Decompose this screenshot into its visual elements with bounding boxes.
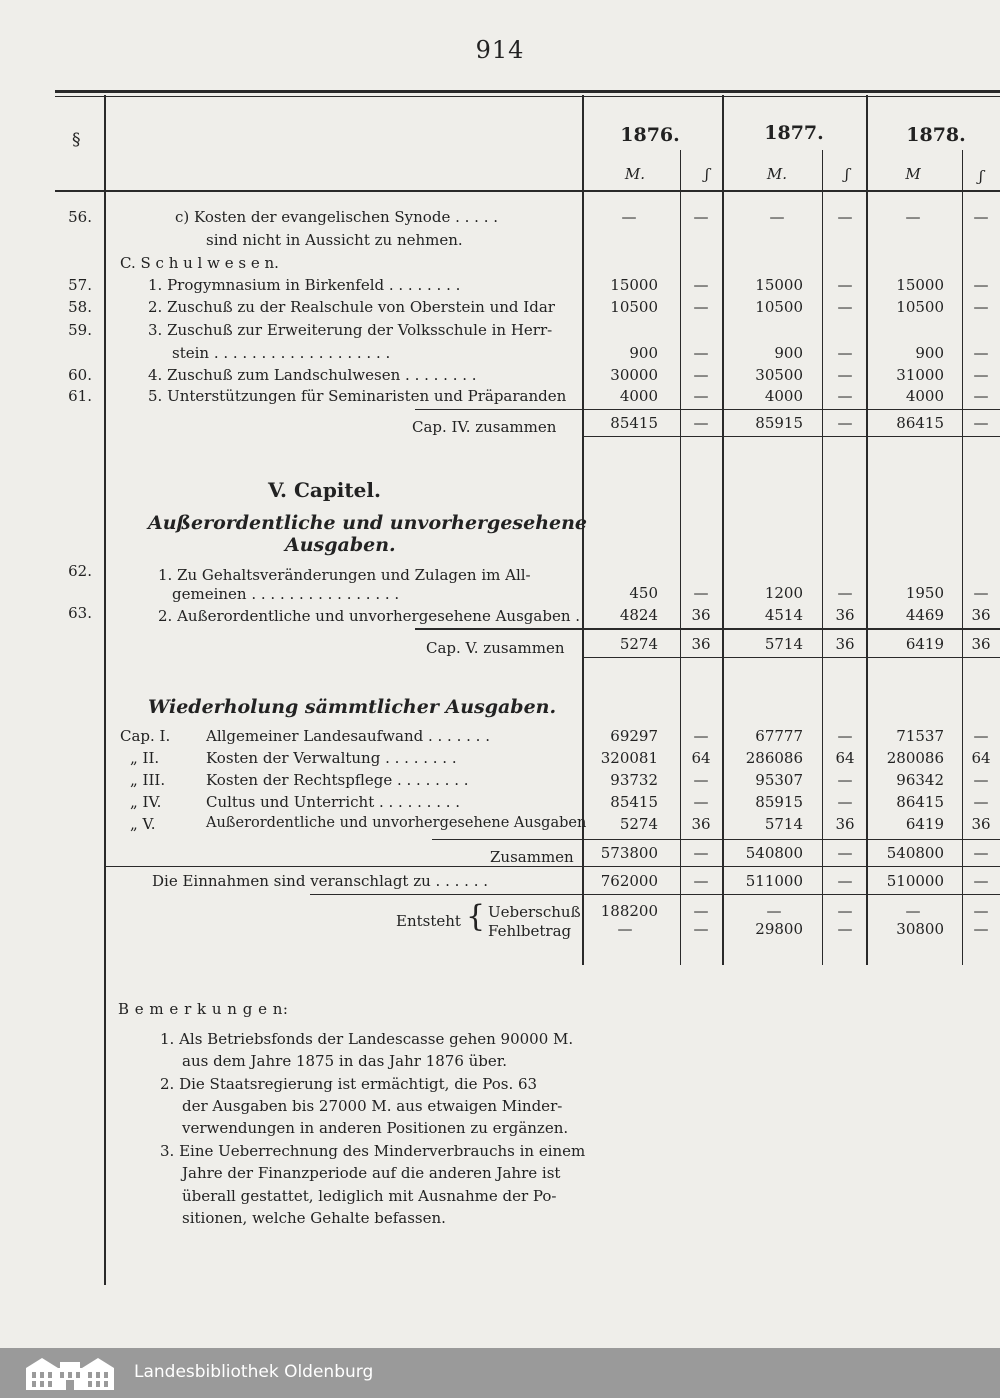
capIV-1878: 86415	[896, 414, 944, 432]
summary-text-3: Kosten der Rechtspflege . . . . . . . .	[206, 771, 469, 789]
row-57-pos: 57.	[68, 276, 92, 294]
chapter-v-subtitle-1: Außerordentliche und unvorhergesehene	[148, 512, 588, 534]
unit-pf-1877: ʃ	[844, 165, 850, 183]
result-surplus-1877: —	[766, 902, 782, 920]
result-deficit-1878-pf: —	[973, 920, 989, 938]
row-63-1878-pf: 36	[971, 606, 991, 624]
row-56-text2: sind nicht in Aussicht zu nehmen.	[206, 231, 463, 249]
result-brace: {	[466, 899, 486, 934]
note-3b: Jahre der Finanzperiode auf die anderen Jahre ist	[182, 1164, 561, 1182]
capV-1878: 6419	[905, 635, 944, 653]
row-63-text: 2. Außerordentliche und unvorhergesehene Ausgaben .	[158, 607, 581, 625]
capV-label: Cap. V. zusammen	[426, 639, 565, 657]
summary-4-1878: 86415	[896, 793, 944, 811]
summary-4-1877-pf: —	[837, 793, 853, 811]
result-deficit-1876-pf: —	[693, 920, 709, 938]
row-58-1878: 10500	[896, 298, 944, 316]
row-56-1877-pf: —	[837, 208, 853, 226]
summary-5-1878-pf: 36	[971, 815, 991, 833]
row-61-pos: 61.	[68, 387, 92, 405]
summary-2-1876-pf: 64	[691, 749, 711, 767]
result-surplus-1876-pf: —	[693, 902, 709, 920]
income-1876-pf: —	[693, 872, 709, 890]
row-56-1877: —	[769, 208, 785, 226]
row-61-1878-pf: —	[973, 387, 989, 405]
total-1877-pf: —	[837, 844, 853, 862]
chapter-v-title: V. Capitel.	[268, 478, 381, 502]
summary-3-1878: 96342	[896, 771, 944, 789]
row-61-1878: 4000	[905, 387, 944, 405]
summary-5-1877: 5714	[764, 815, 803, 833]
row-58-1877: 10500	[755, 298, 803, 316]
capV-1877: 5714	[764, 635, 803, 653]
row-56-text: c) Kosten der evangelischen Synode . . . . .	[175, 208, 498, 226]
capV-rule-bottom	[583, 657, 1000, 658]
summary-3-1877: 95307	[755, 771, 803, 789]
row-59-1878: 900	[915, 344, 944, 362]
result-surplus-1876: 188200	[600, 902, 658, 920]
row-63-1878: 4469	[905, 606, 944, 624]
notes-title: B e m e r k u n g e n:	[118, 1000, 289, 1018]
year-1878: 1878.	[906, 124, 966, 146]
result-surplus-1878-pf: —	[973, 902, 989, 920]
capV-rule	[415, 628, 1000, 630]
row-63-1876-pf: 36	[691, 606, 711, 624]
row-60-text: 4. Zuschuß zum Landschulwesen . . . . . . . .	[148, 366, 477, 384]
col-rule-1876-pf	[680, 150, 681, 965]
income-1878: 510000	[886, 872, 944, 890]
row-57-1877-pf: —	[837, 276, 853, 294]
capV-1877-pf: 36	[835, 635, 855, 653]
total-1878-pf: —	[973, 844, 989, 862]
note-2b: der Ausgaben bis 27000 M. aus etwaigen Minder-	[182, 1097, 563, 1115]
result-surplus-1877-pf: —	[837, 902, 853, 920]
result-deficit-label: Fehlbetrag	[488, 922, 572, 940]
summary-4-1876-pf: —	[693, 793, 709, 811]
library-name: Landesbibliothek Oldenburg	[134, 1362, 374, 1382]
row-57-1876: 15000	[610, 276, 658, 294]
total-1876: 573800	[600, 844, 658, 862]
summary-cap-3: „ III.	[130, 771, 166, 789]
summary-1-1877-pf: —	[837, 727, 853, 745]
header-rule	[55, 190, 1000, 192]
row-59-text: 3. Zuschuß zur Erweiterung der Volksschule in Herr-	[148, 321, 553, 339]
income-1876: 762000	[600, 872, 658, 890]
page-number: 914	[475, 36, 525, 64]
summary-5-1877-pf: 36	[835, 815, 855, 833]
row-60-pos: 60.	[68, 366, 92, 384]
row-61-1876: 4000	[619, 387, 658, 405]
summary-3-1878-pf: —	[973, 771, 989, 789]
result-deficit-1876: —	[617, 920, 633, 938]
row-57-1876-pf: —	[693, 276, 709, 294]
capV-1876-pf: 36	[691, 635, 711, 653]
row-63-1877-pf: 36	[835, 606, 855, 624]
summary-4-1877: 85915	[755, 793, 803, 811]
capIV-rule-bottom	[583, 436, 1000, 437]
capIV-1876-pf: —	[693, 414, 709, 432]
total-rule	[432, 839, 1000, 840]
row-62-1877-pf: —	[837, 584, 853, 602]
income-1877-pf: —	[837, 872, 853, 890]
row-61-text: 5. Unterstützungen für Seminaristen und Präparanden	[148, 387, 567, 405]
row-63-pos: 63.	[68, 604, 92, 622]
summary-1-1878-pf: —	[973, 727, 989, 745]
total-rule-bottom	[104, 866, 1000, 867]
row-62-text: 1. Zu Gehaltsveränderungen und Zulagen im All-	[158, 566, 531, 584]
row-62-1877: 1200	[764, 584, 803, 602]
row-56-1876-pf: —	[693, 208, 709, 226]
row-60-1876-pf: —	[693, 366, 709, 384]
row-62-1876: 450	[629, 584, 658, 602]
summary-text-2: Kosten der Verwaltung . . . . . . . .	[206, 749, 457, 767]
summary-5-1878: 6419	[905, 815, 944, 833]
row-60-1878-pf: —	[973, 366, 989, 384]
row-57-text: 1. Progymnasium in Birkenfeld . . . . . . . .	[148, 276, 461, 294]
row-56-pos: 56.	[68, 208, 92, 226]
capIV-label: Cap. IV. zusammen	[412, 418, 557, 436]
capIV-rule	[415, 409, 1000, 410]
summary-2-1878-pf: 64	[971, 749, 991, 767]
row-56-1878-pf: —	[973, 208, 989, 226]
row-62-text2: gemeinen . . . . . . . . . . . . . . . .	[172, 585, 400, 603]
result-deficit-1877-pf: —	[837, 920, 853, 938]
col-rule-pos	[104, 95, 106, 1285]
row-58-1877-pf: —	[837, 298, 853, 316]
summary-1-1878: 71537	[896, 727, 944, 745]
row-58-1878-pf: —	[973, 298, 989, 316]
summary-2-1877-pf: 64	[835, 749, 855, 767]
summary-5-1876: 5274	[619, 815, 658, 833]
note-3a: 3. Eine Ueberrechnung des Minderverbrauchs in einem	[160, 1142, 586, 1160]
unit-pf-1876: ʃ	[704, 165, 710, 183]
row-62-1878: 1950	[905, 584, 944, 602]
note-3c: überall gestattet, lediglich mit Ausnahme der Po-	[182, 1187, 557, 1205]
row-59-1876: 900	[629, 344, 658, 362]
note-2a: 2. Die Staatsregierung ist ermächtigt, die Pos. 63	[160, 1075, 538, 1093]
row-61-1876-pf: —	[693, 387, 709, 405]
summary-title: Wiederholung sämmtlicher Ausgaben.	[148, 696, 557, 718]
summary-text-5: Außerordentliche und unvorhergesehene Ausgaben	[206, 815, 587, 831]
row-58-1876: 10500	[610, 298, 658, 316]
row-57-1877: 15000	[755, 276, 803, 294]
income-rule	[310, 894, 1000, 895]
result-deficit-1878: 30800	[896, 920, 944, 938]
col-rule-1878-pf	[962, 150, 963, 965]
row-63-1877: 4514	[764, 606, 803, 624]
chapter-v-subtitle-2: Ausgaben.	[285, 534, 396, 556]
unit-pf-1878: ʃ	[978, 167, 984, 185]
row-59-1877: 900	[774, 344, 803, 362]
unit-mark-1877: M.	[766, 165, 788, 183]
top-rule	[55, 90, 1000, 93]
row-60-1876: 30000	[610, 366, 658, 384]
result-surplus-label: Ueberschuß	[488, 903, 581, 921]
summary-3-1876: 93732	[610, 771, 658, 789]
income-1877: 511000	[745, 872, 803, 890]
summary-2-1876: 320081	[600, 749, 658, 767]
row-62-1878-pf: —	[973, 584, 989, 602]
note-2c: verwendungen in anderen Positionen zu ergänzen.	[182, 1119, 569, 1137]
summary-3-1876-pf: —	[693, 771, 709, 789]
row-56-1876: —	[621, 208, 637, 226]
summary-cap-1: Cap. I.	[120, 727, 171, 745]
summary-4-1878-pf: —	[973, 793, 989, 811]
row-59-1877-pf: —	[837, 344, 853, 362]
note-3d: sitionen, welche Gehalte befassen.	[182, 1209, 446, 1227]
total-label: Zusammen	[490, 848, 574, 866]
capV-1876: 5274	[619, 635, 658, 653]
row-58-1876-pf: —	[693, 298, 709, 316]
note-1b: aus dem Jahre 1875 in das Jahr 1876 über.	[182, 1052, 508, 1070]
year-1876: 1876.	[620, 124, 680, 146]
unit-mark-1876: M.	[624, 165, 646, 183]
row-58-text: 2. Zuschuß zu der Realschule von Oberstein und Idar	[148, 298, 555, 316]
row-58-pos: 58.	[68, 298, 92, 316]
row-59-pos: 59.	[68, 321, 92, 339]
capV-1878-pf: 36	[971, 635, 991, 653]
total-1876-pf: —	[693, 844, 709, 862]
col-rule-1877	[722, 95, 724, 965]
para-symbol: §	[72, 130, 81, 150]
row-60-1877: 30500	[755, 366, 803, 384]
summary-4-1876: 85415	[610, 793, 658, 811]
income-label: Die Einnahmen sind veranschlagt zu . . . . . .	[152, 872, 488, 890]
row-63-1876: 4824	[619, 606, 658, 624]
library-footer	[0, 1348, 1000, 1398]
col-rule-1878	[866, 95, 868, 965]
row-62-1876-pf: —	[693, 584, 709, 602]
note-1a: 1. Als Betriebsfonds der Landescasse gehen 90000 M.	[160, 1030, 574, 1048]
row-59-text2: stein . . . . . . . . . . . . . . . . . . .	[172, 344, 391, 362]
year-1877: 1877.	[764, 122, 824, 144]
summary-1-1877: 67777	[755, 727, 803, 745]
income-1878-pf: —	[973, 872, 989, 890]
summary-cap-5: „ V.	[130, 815, 156, 833]
row-61-1877-pf: —	[837, 387, 853, 405]
summary-cap-2: „ II.	[130, 749, 160, 767]
row-56-1878: —	[905, 208, 921, 226]
row-59-1878-pf: —	[973, 344, 989, 362]
total-1877: 540800	[745, 844, 803, 862]
row-57-1878-pf: —	[973, 276, 989, 294]
summary-3-1877-pf: —	[837, 771, 853, 789]
result-surplus-1878: —	[905, 902, 921, 920]
capIV-1877-pf: —	[837, 414, 853, 432]
summary-1-1876: 69297	[610, 727, 658, 745]
capIV-1877: 85915	[755, 414, 803, 432]
top-rule-thin	[55, 96, 1000, 97]
col-rule-1877-pf	[822, 150, 823, 965]
summary-1-1876-pf: —	[693, 727, 709, 745]
unit-mark-1878: M	[905, 165, 921, 183]
summary-2-1877: 286086	[745, 749, 803, 767]
summary-5-1876-pf: 36	[691, 815, 711, 833]
result-label: Entsteht	[396, 912, 461, 930]
row-61-1877: 4000	[764, 387, 803, 405]
summary-text-4: Cultus und Unterricht . . . . . . . . .	[206, 793, 461, 811]
row-60-1877-pf: —	[837, 366, 853, 384]
row-60-1878: 31000	[896, 366, 944, 384]
capIV-1876: 85415	[610, 414, 658, 432]
row-62-pos: 62.	[68, 562, 92, 580]
total-1878: 540800	[886, 844, 944, 862]
row-57-1878: 15000	[896, 276, 944, 294]
capIV-1878-pf: —	[973, 414, 989, 432]
section-schulwesen: C. S c h u l w e s e n.	[120, 254, 279, 272]
summary-2-1878: 280086	[886, 749, 944, 767]
row-59-1876-pf: —	[693, 344, 709, 362]
library-building-icon	[20, 1354, 120, 1392]
result-deficit-1877: 29800	[755, 920, 803, 938]
summary-text-1: Allgemeiner Landesaufwand . . . . . . .	[206, 727, 490, 745]
summary-cap-4: „ IV.	[130, 793, 162, 811]
